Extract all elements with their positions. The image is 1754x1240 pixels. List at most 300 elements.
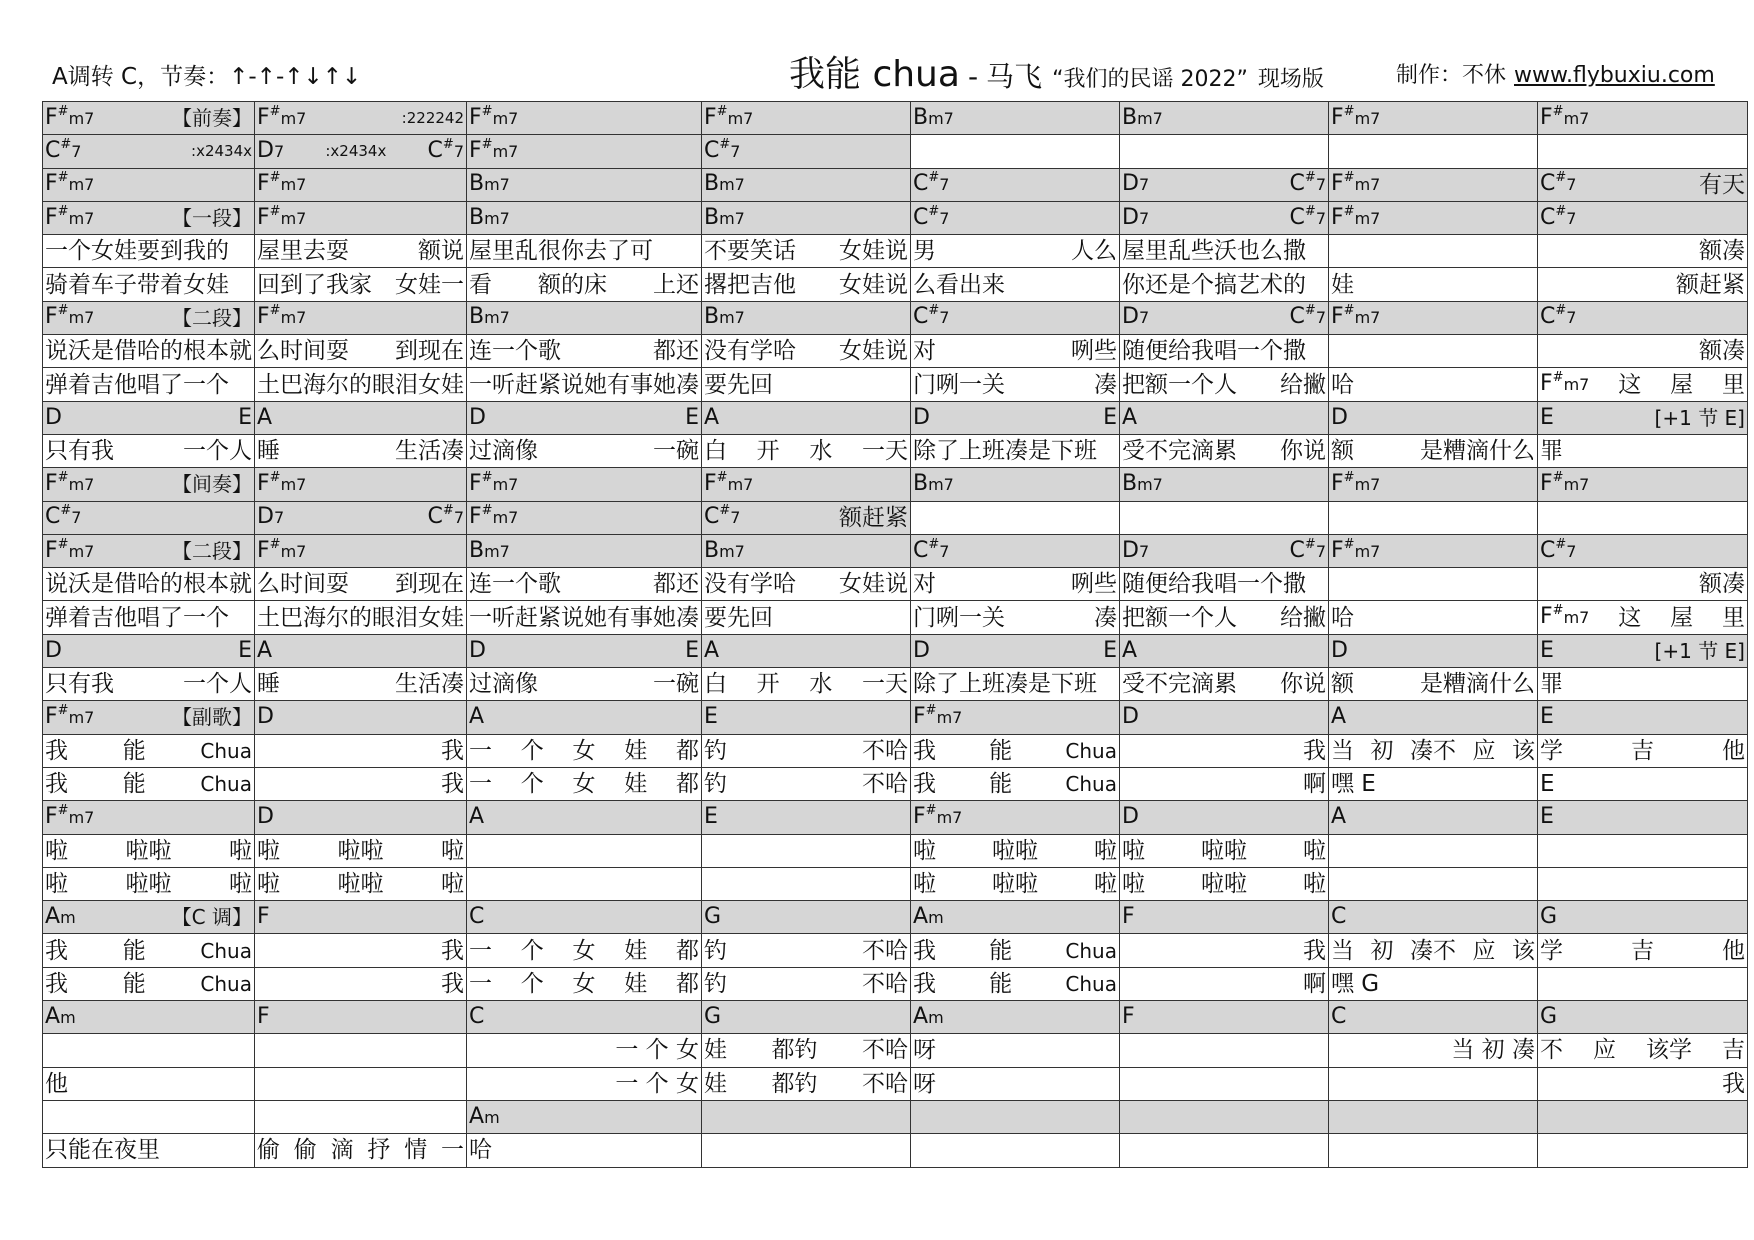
chord-symbol: D — [1122, 804, 1139, 830]
lyric-text: Chua — [200, 971, 252, 996]
chord-symbol: F#m7 — [1540, 370, 1590, 397]
measure-cell — [911, 767, 1120, 800]
chord-symbol: A — [257, 404, 273, 430]
lyric-text: 沃是借哈的根本就 — [68, 338, 252, 365]
measure-cell — [1538, 568, 1748, 601]
lyric-text: Chua — [1065, 772, 1117, 797]
measure-cell — [911, 634, 1120, 667]
measure-cell — [1329, 1001, 1538, 1034]
measure-cell — [1538, 1134, 1748, 1167]
measure-cell — [1329, 468, 1538, 501]
lyric-text: 抒 — [367, 1137, 391, 1164]
lyric-text: Chua — [200, 938, 252, 963]
chord-symbol: E — [704, 704, 718, 730]
lyric-text: 我 — [45, 771, 68, 798]
lyric-text: Chua — [1065, 971, 1117, 996]
lyric-text: 当 初 凑 — [1451, 1037, 1535, 1064]
lyric-row — [43, 934, 1748, 967]
chord-symbol: Am — [469, 1103, 500, 1129]
measure-cell — [1329, 767, 1538, 800]
measure-cell — [1120, 135, 1329, 168]
lyric-text: 学 — [1540, 937, 1563, 964]
section-label: [+1 节 E] — [1654, 638, 1745, 663]
measure-cell — [467, 668, 702, 701]
lyric-text: 女 — [572, 937, 596, 964]
measure-cell — [702, 867, 911, 900]
lyric-text: 咧些 — [1071, 338, 1117, 365]
measure-cell — [911, 201, 1120, 234]
measure-cell — [467, 1067, 702, 1100]
measure-cell — [1329, 834, 1538, 867]
chord-symbol: Bm7 — [1122, 104, 1163, 130]
chord-symbol: Bm7 — [704, 204, 745, 230]
measure-cell — [1538, 834, 1748, 867]
chord-row — [43, 801, 1748, 834]
measure-cell — [702, 135, 911, 168]
lyric-row — [43, 767, 1748, 800]
measure-cell — [255, 235, 467, 268]
measure-cell — [255, 135, 467, 168]
lyric-text: 啦 — [1122, 870, 1145, 897]
lyric-text: 么时间耍 — [257, 571, 349, 598]
lyric-text: 要先回 — [704, 604, 773, 631]
lyric-text: 啦 — [441, 837, 464, 864]
measure-cell — [1538, 934, 1748, 967]
lyric-text: 该 — [1512, 937, 1535, 964]
lyric-text: 到现在 — [395, 571, 464, 598]
chord-symbol: C#7 — [45, 136, 82, 163]
lyric-text: 把额一个人 — [1122, 371, 1237, 398]
lyric-row — [43, 568, 1748, 601]
chord-row — [43, 701, 1748, 734]
section-label: 【间奏】 — [172, 472, 252, 497]
chord-symbol: C#7 — [913, 536, 950, 563]
chord-symbol: F#m7 — [257, 303, 307, 330]
lyric-text: 吉 — [1722, 1037, 1745, 1064]
lyric-text: 连一个歌 — [469, 571, 561, 598]
measure-cell — [467, 268, 702, 301]
measure-cell — [467, 534, 702, 567]
measure-cell — [702, 901, 911, 934]
measure-cell — [1120, 501, 1329, 534]
measure-cell — [43, 201, 255, 234]
lyric-text: 娃 — [624, 771, 648, 798]
lyric-text: 他 — [1722, 937, 1745, 964]
lyric-text: 滴 — [330, 1137, 354, 1164]
chord-symbol: E — [1540, 704, 1554, 730]
measure-cell — [702, 335, 911, 368]
chord-symbol: E — [704, 804, 718, 830]
section-label: 【C 调】 — [171, 905, 252, 930]
lyric-text: 一个女娃要到我的 — [45, 238, 229, 265]
lyric-text: 一碗 — [653, 438, 699, 465]
lyric-row — [43, 335, 1748, 368]
title-separator: - — [967, 60, 979, 93]
measure-cell — [467, 967, 702, 1000]
lyric-text: 该 — [1512, 737, 1535, 764]
measure-cell — [1120, 335, 1329, 368]
measure-cell — [1538, 368, 1748, 401]
chord-symbol: F#m7 — [1331, 103, 1381, 130]
measure-cell — [1120, 1134, 1329, 1167]
measure-cell — [1120, 668, 1329, 701]
lyric-text: 啦 — [913, 837, 936, 864]
measure-cell — [1329, 701, 1538, 734]
lyric-text: 都 — [676, 737, 699, 764]
lyric-text: 么看出来 — [913, 271, 1005, 298]
chord-symbol: F#m7 — [257, 536, 307, 563]
lyric-text: 啦啦 — [337, 870, 384, 897]
measure-cell — [467, 368, 702, 401]
measure-cell — [1538, 335, 1748, 368]
measure-cell — [1538, 235, 1748, 268]
lyric-text: 开 — [756, 671, 780, 698]
measure-cell — [911, 235, 1120, 268]
chord-symbol: C#7 — [1289, 303, 1326, 330]
measure-cell — [1120, 1100, 1329, 1133]
measure-cell — [702, 468, 911, 501]
measure-cell — [1329, 1067, 1538, 1100]
lyric-text: 都 — [676, 970, 699, 997]
chord-symbol: A — [469, 804, 485, 830]
measure-cell — [1538, 168, 1748, 201]
chord-symbol: A — [704, 404, 720, 430]
chord-symbol: D — [45, 637, 62, 663]
measure-cell — [255, 201, 467, 234]
chord-symbol: C#7 — [704, 136, 741, 163]
measure-cell — [255, 368, 467, 401]
measure-cell — [911, 1034, 1120, 1067]
lyric-text: 不要笑话 — [704, 238, 796, 265]
section-label: 【二段】 — [172, 539, 252, 563]
lyric-text: 罪 — [1540, 438, 1563, 465]
lyric-text: 能 — [989, 970, 1013, 997]
chord-symbol: F#m7 — [45, 802, 95, 829]
measure-cell — [255, 468, 467, 501]
measure-cell — [1120, 834, 1329, 867]
lyric-text: 娃 — [704, 1070, 727, 1097]
chord-symbol: C — [469, 904, 485, 930]
measure-cell — [255, 634, 467, 667]
lyric-text: 凑 — [1094, 371, 1117, 398]
chord-symbol: F#m7 — [45, 536, 95, 563]
lyric-text: 娃 — [624, 937, 648, 964]
lyric-row — [43, 834, 1748, 867]
measure-cell — [1120, 1001, 1329, 1034]
chord-symbol: Am — [913, 903, 944, 929]
measure-cell — [1538, 901, 1748, 934]
lyric-text: 吉 — [1631, 937, 1654, 964]
measure-cell — [702, 301, 911, 334]
lyric-text: 女 — [572, 970, 596, 997]
lyric-text: 都钓 — [771, 1037, 818, 1064]
lyric-text: 到现在 — [395, 338, 464, 365]
measure-cell — [467, 701, 702, 734]
chord-symbol: Bm7 — [1122, 470, 1163, 496]
lyric-text: 给撇 — [1280, 604, 1326, 631]
measure-cell — [1538, 668, 1748, 701]
lyric-text: 除了上班凑是下班 — [913, 438, 1097, 465]
measure-cell — [43, 434, 255, 467]
measure-cell — [702, 1134, 911, 1167]
lyric-text: 初 — [1370, 737, 1394, 764]
lyric-text: 额凑 — [1699, 571, 1745, 598]
chord-symbol: F#m7 — [469, 469, 519, 496]
measure-cell — [1120, 634, 1329, 667]
lyric-row — [43, 734, 1748, 767]
lyric-text: 对 — [913, 571, 936, 598]
chord-row — [43, 634, 1748, 667]
lyric-text: 啦啦 — [337, 837, 384, 864]
measure-cell — [1329, 734, 1538, 767]
lyric-text: 应 — [1472, 937, 1496, 964]
lyric-text: 女娃一 — [395, 271, 464, 298]
measure-cell — [702, 934, 911, 967]
lyric-text: 初 — [1370, 937, 1394, 964]
chord-symbol: C#7 — [427, 503, 464, 530]
measure-cell — [911, 668, 1120, 701]
lyric-text: 屋里乱很你去了可 — [469, 238, 653, 265]
lyric-text: 都 — [676, 937, 699, 964]
measure-cell — [43, 301, 255, 334]
measure-cell — [255, 668, 467, 701]
chord-symbol: C#7 — [913, 303, 950, 330]
lyric-text: 弹着吉他唱了一个 — [45, 371, 229, 398]
lyric-text: 土巴海尔的眼泪女娃 — [257, 371, 464, 398]
chord-symbol: D — [469, 637, 486, 663]
lyric-text: 不哈 — [862, 771, 908, 798]
measure-cell — [911, 701, 1120, 734]
lyric-text: 我 — [1303, 937, 1326, 964]
lyric-text: 门咧一关 — [913, 604, 1005, 631]
lyric-text: 一 个 女 — [615, 1070, 699, 1097]
lyric-text: 钓 — [704, 771, 727, 798]
measure-cell — [702, 668, 911, 701]
measure-cell — [467, 834, 702, 867]
lyric-text: 白 — [704, 671, 727, 698]
chord-symbol: F#m7 — [45, 469, 95, 496]
measure-cell — [1538, 1034, 1748, 1067]
lyric-text: 不哈 — [862, 1070, 908, 1097]
lyric-text: 一 个 女 — [615, 1037, 699, 1064]
lyric-text: 该学 — [1646, 1037, 1692, 1064]
lyric-row — [43, 1034, 1748, 1067]
measure-cell — [702, 1100, 911, 1133]
measure-cell — [1120, 701, 1329, 734]
chord-symbol: D — [913, 637, 930, 663]
measure-cell — [1120, 1067, 1329, 1100]
measure-cell — [1329, 135, 1538, 168]
chord-symbol: F — [1122, 1004, 1135, 1030]
chord-symbol: F#m7 — [45, 103, 95, 130]
chord-symbol: C#7 — [1540, 303, 1577, 330]
measure-cell — [1329, 268, 1538, 301]
lyric-text: 啦 — [45, 837, 68, 864]
measure-cell — [1329, 867, 1538, 900]
chord-symbol: D — [1331, 404, 1348, 430]
measure-cell — [1538, 701, 1748, 734]
lyric-text: 不哈 — [862, 970, 908, 997]
lyric-text: 门咧一关 — [913, 371, 1005, 398]
lyric-text: 受不完滴累 — [1122, 438, 1237, 465]
chord-symbol: D7 — [257, 504, 285, 530]
measure-cell — [1538, 601, 1748, 634]
measure-cell — [1538, 734, 1748, 767]
chord-symbol: G — [1540, 904, 1558, 930]
chord-row — [43, 534, 1748, 567]
chord-row — [43, 135, 1748, 168]
measure-cell — [467, 1034, 702, 1067]
lyric-text: 啊 — [1303, 970, 1326, 997]
section-label: 【一段】 — [172, 206, 252, 231]
lyric-text: 女娃说 — [839, 571, 908, 598]
artist-name: 马飞 — [986, 60, 1043, 93]
measure-cell — [1538, 1001, 1748, 1034]
chord-row — [43, 468, 1748, 501]
measure-cell — [1538, 801, 1748, 834]
lyric-text: 女 — [572, 737, 596, 764]
lyric-text: 只有我 — [45, 438, 114, 465]
measure-cell — [43, 734, 255, 767]
chord-symbol: Bm7 — [469, 171, 510, 197]
lyric-text: 额赶紧 — [1676, 271, 1745, 298]
lyric-text: 咧些 — [1071, 571, 1117, 598]
chord-symbol: E — [1103, 404, 1117, 430]
measure-cell — [702, 102, 911, 135]
chord-symbol: F#m7 — [1331, 536, 1381, 563]
website-link[interactable]: www.flybuxiu.com — [1514, 63, 1715, 88]
lyric-text: 你说 — [1280, 671, 1326, 698]
lyric-text: 他 — [1722, 737, 1745, 764]
lyric-text: 撂把吉他 — [704, 271, 796, 298]
measure-cell — [911, 368, 1120, 401]
chord-symbol: C#7 — [1289, 170, 1326, 197]
lyric-text: 连一个歌 — [469, 338, 561, 365]
fingering-note: :x2434x — [325, 142, 387, 161]
measure-cell — [255, 734, 467, 767]
chord-symbol: C#7 — [913, 170, 950, 197]
measure-cell — [702, 701, 911, 734]
lyric-text: 不哈 — [862, 737, 908, 764]
measure-cell — [1538, 135, 1748, 168]
lyric-text: 一 — [469, 737, 492, 764]
chord-symbol: F#m7 — [1540, 103, 1590, 130]
lyric-text: 我 — [441, 970, 464, 997]
measure-cell — [43, 268, 255, 301]
lyric-text: 情 — [404, 1137, 428, 1164]
measure-cell — [1120, 767, 1329, 800]
measure-cell — [1120, 1034, 1329, 1067]
lyric-text: 他 — [45, 1070, 68, 1097]
chord-symbol: F#m7 — [257, 469, 307, 496]
lyric-text: 啦 — [441, 870, 464, 897]
lyric-row — [43, 434, 1748, 467]
measure-cell — [911, 568, 1120, 601]
lyric-text: 凑不 — [1410, 737, 1456, 764]
chord-symbol: F#m7 — [257, 170, 307, 197]
lyric-text: 生活凑 — [395, 438, 464, 465]
chord-symbol: D — [1122, 704, 1139, 730]
lyric-text: 啦啦 — [992, 870, 1038, 897]
lyric-text: 娃 — [704, 1037, 727, 1064]
measure-cell — [43, 967, 255, 1000]
measure-cell — [43, 1067, 255, 1100]
lyric-text: 啦啦 — [125, 837, 172, 864]
chord-symbol: C#7 — [704, 503, 741, 530]
lyric-text: 这 — [1618, 604, 1642, 631]
measure-cell — [911, 1100, 1120, 1133]
chord-symbol: C#7 — [45, 503, 82, 530]
measure-cell — [1538, 268, 1748, 301]
measure-cell — [255, 401, 467, 434]
measure-cell — [1538, 1067, 1748, 1100]
measure-cell — [911, 934, 1120, 967]
lyric-text: 里 — [1722, 371, 1745, 398]
chord-symbol: Bm7 — [913, 104, 954, 130]
measure-cell — [43, 534, 255, 567]
lyric-text: 钓 — [704, 737, 727, 764]
chord-symbol: F#m7 — [469, 503, 519, 530]
measure-cell — [467, 901, 702, 934]
lyric-text: 睡 — [257, 671, 280, 698]
measure-cell — [702, 368, 911, 401]
measure-cell — [702, 401, 911, 434]
chord-symbol: Bm7 — [913, 470, 954, 496]
measure-cell — [702, 235, 911, 268]
lyric-text: 男 — [913, 238, 936, 265]
lyric-text: 娃 — [624, 970, 648, 997]
chord-symbol: Bm7 — [469, 537, 510, 563]
lyric-text: 屋 — [1670, 371, 1694, 398]
measure-cell — [1329, 901, 1538, 934]
lyric-row — [43, 368, 1748, 401]
lyric-text: 能 — [122, 937, 146, 964]
measure-cell — [702, 534, 911, 567]
lyric-text: 啦 — [45, 870, 68, 897]
measure-cell — [911, 168, 1120, 201]
lyric-text: 都钓 — [771, 1070, 818, 1097]
chord-symbol: A — [1331, 704, 1347, 730]
lyric-row — [43, 268, 1748, 301]
measure-cell — [255, 867, 467, 900]
lyric-text: 哈 — [1331, 371, 1354, 398]
measure-cell — [255, 1134, 467, 1167]
lyric-text: 一 — [469, 771, 492, 798]
lyric-text: 你还是个搞艺术的 — [1122, 271, 1306, 298]
lyric-text: 没有学哈 — [704, 571, 796, 598]
lyric-text: 个 — [520, 771, 544, 798]
lyric-text: 屋里乱些沃也么撒 — [1122, 238, 1306, 265]
lyric-text: 啦 — [913, 870, 936, 897]
lyric-text: 啦 — [257, 870, 280, 897]
chord-row — [43, 201, 1748, 234]
measure-cell — [1538, 634, 1748, 667]
lyric-text: 钓 — [704, 970, 727, 997]
lyric-text: 娃 — [1331, 271, 1354, 298]
chord-symbol: D — [913, 404, 930, 430]
measure-cell — [1329, 201, 1538, 234]
measure-cell — [1120, 235, 1329, 268]
measure-cell — [467, 1134, 702, 1167]
measure-cell — [1329, 501, 1538, 534]
chord-symbol: Bm7 — [704, 304, 745, 330]
lyric-text: E — [1540, 771, 1555, 798]
measure-cell — [255, 1100, 467, 1133]
chord-symbol: F#m7 — [704, 469, 754, 496]
lyric-text: 么时间耍 — [257, 338, 349, 365]
lyric-text: 哈 — [1331, 604, 1354, 631]
lyric-text: 不哈 — [862, 937, 908, 964]
